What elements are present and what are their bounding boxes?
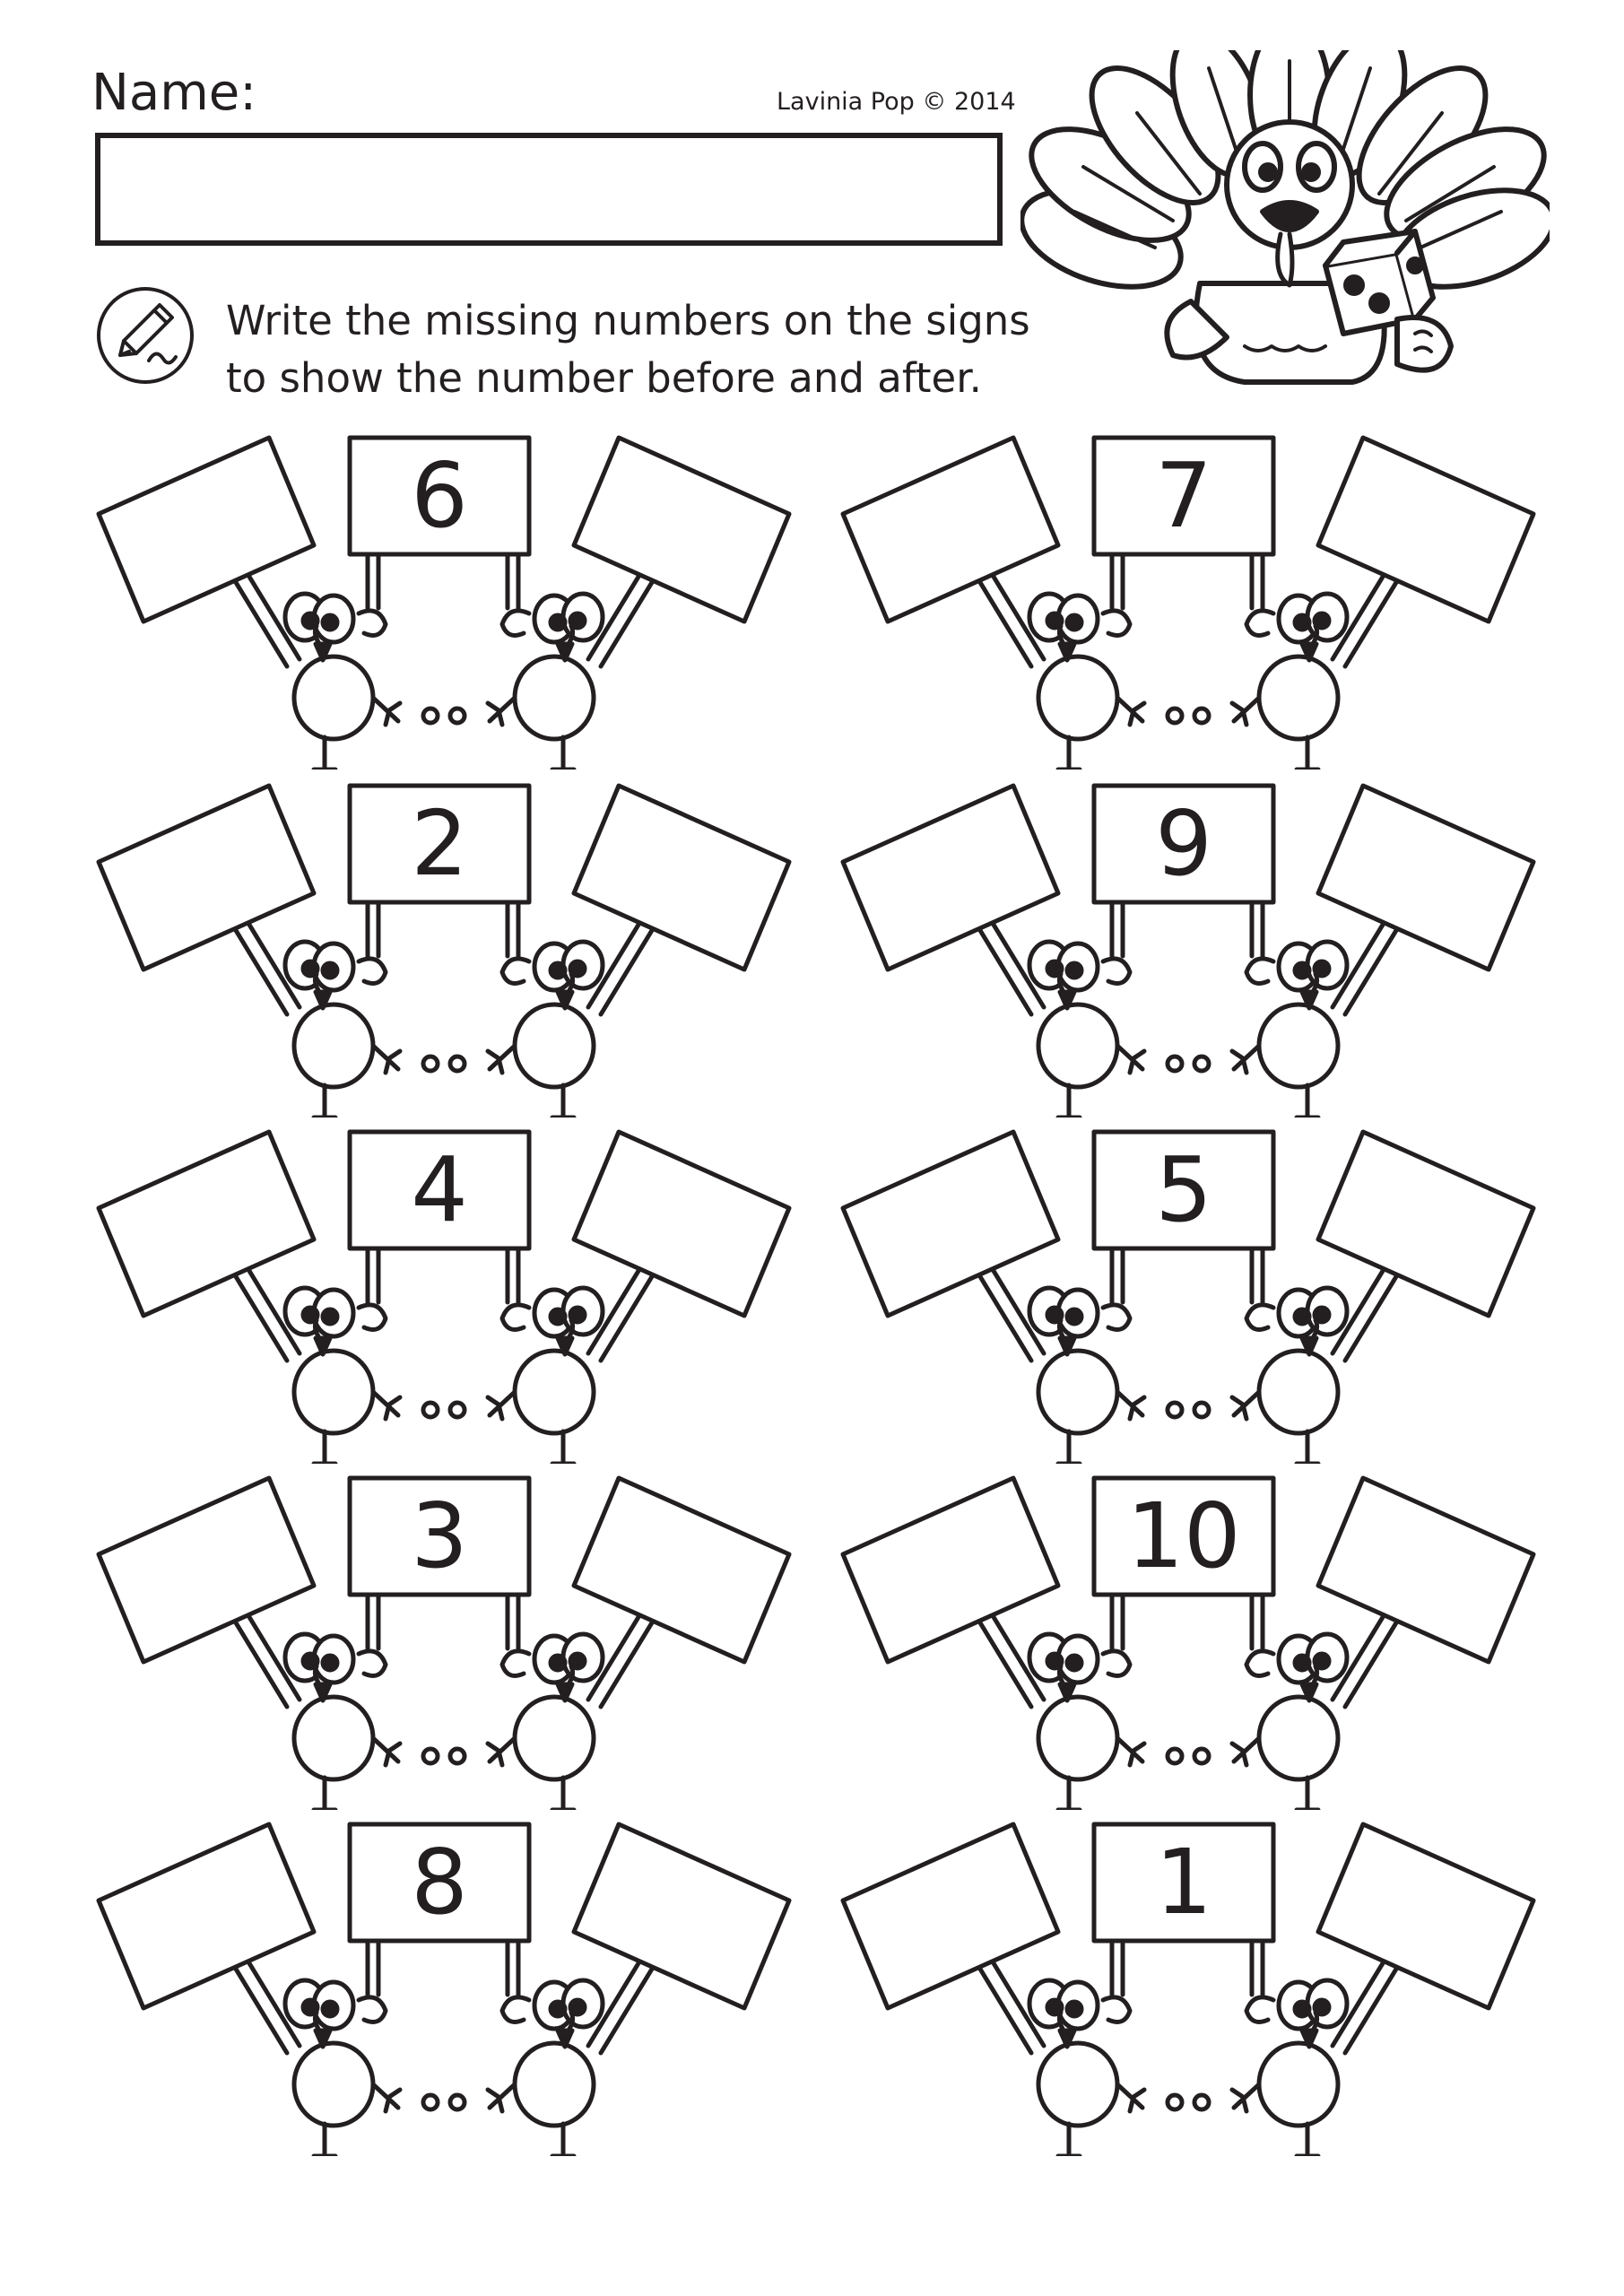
after-sign	[1318, 1824, 1533, 2008]
turkey-with-dice-icon	[1020, 50, 1550, 391]
given-number: 2	[411, 791, 468, 896]
problem-group	[834, 777, 1542, 1118]
copyright-credit: Lavinia Pop © 2014	[777, 88, 1016, 116]
pencil-icon	[95, 285, 195, 386]
problem-group	[834, 429, 1542, 770]
after-sign	[1318, 438, 1533, 622]
after-sign	[1318, 786, 1533, 970]
given-number: 8	[411, 1830, 468, 1935]
before-sign	[99, 1824, 314, 2008]
before-sign	[99, 1478, 314, 1662]
given-number: 1	[1155, 1830, 1212, 1935]
before-sign	[843, 438, 1058, 622]
given-number: 6	[411, 443, 468, 548]
instruction-line-2: to show the number before and after.	[226, 354, 982, 402]
before-sign	[843, 1824, 1058, 2008]
given-number: 5	[1155, 1137, 1212, 1242]
after-sign	[1318, 1478, 1533, 1662]
name-field[interactable]	[95, 133, 1003, 246]
after-sign	[574, 786, 789, 970]
problem-group	[90, 1815, 798, 2156]
name-label: Name:	[91, 64, 257, 122]
after-sign	[1318, 1132, 1533, 1316]
problem-group	[90, 429, 798, 770]
after-sign	[574, 1132, 789, 1316]
before-sign	[99, 1132, 314, 1316]
given-number: 4	[411, 1137, 468, 1242]
before-sign	[843, 1132, 1058, 1316]
given-number: 3	[411, 1483, 468, 1588]
after-sign	[574, 1824, 789, 2008]
before-sign	[99, 438, 314, 622]
given-number: 9	[1155, 791, 1212, 896]
problem-group	[90, 1469, 798, 1810]
given-number: 7	[1155, 443, 1212, 548]
problem-group	[834, 1123, 1542, 1464]
after-sign	[574, 1478, 789, 1662]
after-sign	[574, 438, 789, 622]
instructions	[226, 292, 1030, 407]
problem-group	[834, 1469, 1542, 1810]
problem-group	[834, 1815, 1542, 2156]
problem-group	[90, 1123, 798, 1464]
before-sign	[99, 786, 314, 970]
given-number: 10	[1126, 1483, 1241, 1588]
before-sign	[843, 1478, 1058, 1662]
instruction-line-1: Write the missing numbers on the signs	[226, 297, 1030, 344]
problem-group	[90, 777, 798, 1118]
before-sign	[843, 786, 1058, 970]
